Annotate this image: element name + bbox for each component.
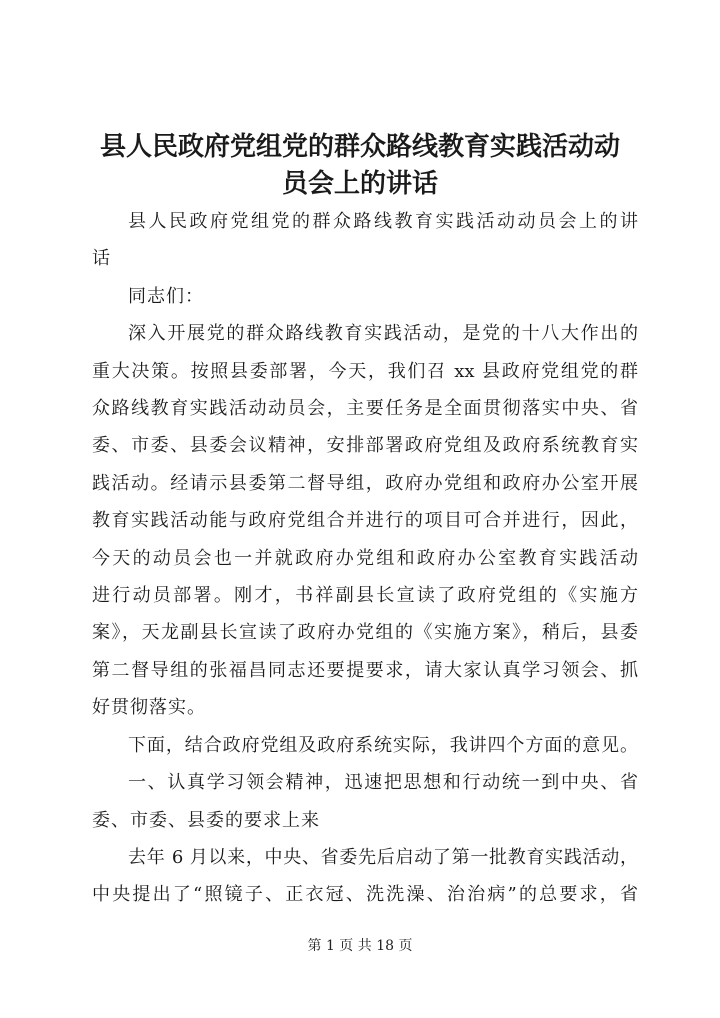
text-line: 去年 6 月以来，中央、省委先后启动了第一批教育实践活动， bbox=[128, 846, 638, 868]
text-line: 案》，天龙副县长宣读了政府办党组的《实施方案》，稍后，县委 bbox=[92, 622, 638, 644]
text-line: 重大决策。按照县委部署，今天，我们召 xx 县政府党组党的群 bbox=[92, 360, 638, 382]
text-line: 今天的动员会也一并就政府办党组和政府办公室教育实践活动 bbox=[92, 547, 638, 569]
paragraph bbox=[92, 203, 638, 278]
title-line: 县人民政府党组党的群众路线教育实践活动动 bbox=[99, 132, 620, 162]
text-line: 深入开展党的群众路线教育实践活动，是党的十八大作出的 bbox=[128, 323, 638, 345]
text-line: 众路线教育实践活动动员会，主要任务是全面贯彻落实中央、省 bbox=[92, 398, 638, 420]
text-line: 一、认真学习领会精神，迅速把思想和行动统一到中央、省 bbox=[128, 772, 638, 794]
text-line: 同志们： bbox=[128, 285, 204, 307]
text-line: 县人民政府党组党的群众路线教育实践活动动员会上的讲 bbox=[128, 211, 638, 232]
paragraph bbox=[92, 764, 638, 839]
title-line: 员会上的讲话 bbox=[281, 169, 438, 199]
paragraph bbox=[92, 839, 638, 914]
text-line: 中央提出了“照镜子、正衣冠、洗洗澡、治治病”的总要求，省 bbox=[92, 884, 638, 906]
document-body bbox=[92, 203, 638, 914]
paragraph bbox=[92, 315, 638, 726]
text-line: 践活动。经请示县委第二督导组，政府办党组和政府办公室开展 bbox=[92, 472, 638, 494]
paragraph bbox=[92, 727, 638, 764]
text-line: 第二督导组的张福昌同志还要提要求，请大家认真学习领会、抓 bbox=[92, 659, 638, 681]
document-title bbox=[60, 129, 660, 203]
text-line: 话 bbox=[92, 248, 111, 270]
page-number: 第 1 页 共 18 页 bbox=[307, 938, 413, 954]
text-line: 教育实践活动能与政府党组合并进行的项目可合并进行，因此， bbox=[92, 510, 638, 532]
text-line: 进行动员部署。刚才，书祥副县长宣读了政府党组的《实施方 bbox=[92, 585, 638, 607]
text-line: 下面，结合政府党组及政府系统实际，我讲四个方面的意见。 bbox=[128, 734, 638, 756]
text-line: 委、市委、县委的要求上来 bbox=[92, 809, 320, 831]
paragraph bbox=[92, 278, 638, 315]
text-line: 委、市委、县委会议精神，安排部署政府党组及政府系统教育实 bbox=[92, 435, 638, 457]
text-line: 好贯彻落实。 bbox=[92, 697, 206, 719]
